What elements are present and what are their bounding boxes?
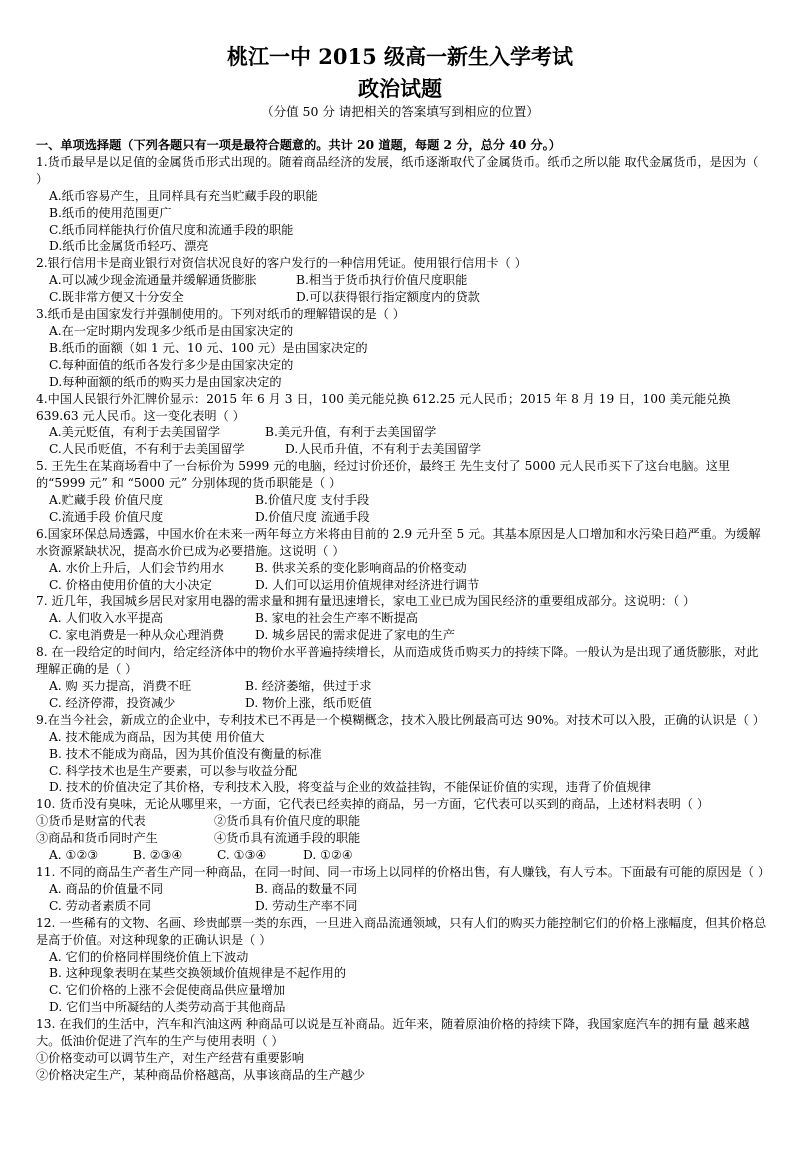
question-5-option-a: A.贮藏手段 价值尺度 <box>49 493 164 508</box>
question-11-option-a: A. 商品的价值量不同 <box>49 881 164 896</box>
question-12-stem: 12. 一些稀有的文物、名画、珍贵邮票一类的东西，一旦进入商品流通领域，只有人们的购买力能控制它们的价格上涨幅度，但其价格总是高于价值。对这种现象的正确认识是（ ） <box>36 915 767 947</box>
question-6-options-row-2 <box>36 577 768 594</box>
question-8-stem: 8. 在一段给定的时间内，给定经济体中的物价水平普遍持续增长，从而造成货币购买力的持续下降。一般认为是出现了通货膨胀，对此理解正确的是（ ） <box>36 645 759 677</box>
question-3-option-b: B.纸币的面额（如 1 元、10 元、100 元）是由国家决定的 <box>49 340 368 355</box>
question-2-option-d: D.可以获得银行指定额度内的贷款 <box>296 290 480 305</box>
question-6-option-a: A. 水价上升后，人们会节约用水 <box>49 560 224 575</box>
question-7-options-row-2 <box>36 627 768 644</box>
question-10-option-d: D. ①②④ <box>303 848 353 863</box>
question-7-stem: 7. 近几年，我国城乡居民对家用电器的需求量和拥有量迅速增长，家电工业已成为国民经济的重要组成部分。这说明：（ ） <box>36 594 696 609</box>
question-3-stem: 3.纸币是由国家发行并强制使用的。下列对纸币的理解错误的是（ ） <box>36 307 405 322</box>
question-4-option-b: B.美元升值，有利于去美国留学 <box>265 425 437 440</box>
question-10-items-row-1 <box>36 813 768 830</box>
question-4-options-row-1 <box>36 424 768 441</box>
question-12-option-c: C. 它们价格的上涨不会促使商品供应量增加 <box>49 983 286 998</box>
question-9-option-a: A. 技术能成为商品，因为其使 用价值大 <box>49 729 265 744</box>
question-4-option-d: D.人民币升值，不有利于去美国留学 <box>285 442 482 457</box>
question-11-option-c: C. 劳动者素质不同 <box>49 898 151 913</box>
question-2-option-c: C.既非常方便又十分安全 <box>49 290 184 305</box>
question-8-option-d: D. 物价上涨，纸币贬值 <box>245 695 372 710</box>
question-10-option-b: B. ②③④ <box>133 848 183 863</box>
question-7-options-row-1 <box>36 610 768 627</box>
question-3-option-c: C.每种面值的纸币各发行多少是由国家决定的 <box>49 357 294 372</box>
question-8-options-row-2 <box>36 695 768 712</box>
question-10-items-row-2 <box>36 830 768 847</box>
question-2-options-row-1 <box>36 272 768 289</box>
question-5-option-b: B.价值尺度 支付手段 <box>255 493 370 508</box>
question-12-option-a: A. 它们的价格同样围绕价值上下波动 <box>49 949 249 964</box>
question-7-option-a: A. 人们收入水平提高 <box>49 611 164 626</box>
question-10-option-c: C. ①③④ <box>217 848 267 863</box>
question-8-option-b: B. 经济萎缩，供过于求 <box>245 679 372 693</box>
question-11-option-d: D. 劳动生产率不同 <box>255 898 358 913</box>
question-9-option-d: D. 技术的价值决定了其价格，专利技术入股，将变益与企业的效益挂钩，不能保证价值的实现，违背了价值规律 <box>49 780 652 795</box>
section-heading: 一、单项选择题（下列各题只有一项是最符合题意的。共计 20 道题，每题 2 分，总分 40 分。） <box>36 138 561 152</box>
question-1-option-a: A.纸币容易产生，且同样具有充当贮藏手段的职能 <box>49 188 318 203</box>
question-1-option-d: D.纸币比金属货币轻巧、漂亮 <box>49 239 209 254</box>
question-list <box>36 137 771 1084</box>
question-6-options-row-1 <box>36 560 768 577</box>
question-9-option-c: C. 科学技术也是生产要素，可以参与收益分配 <box>49 763 298 778</box>
question-2-option-b: B.相当于货币执行价值尺度职能 <box>296 273 468 288</box>
question-5-option-d: D.价值尺度 流通手段 <box>255 509 370 524</box>
question-13-item-1: ①价格变动可以调节生产，对生产经营有重要影响 <box>36 1050 305 1065</box>
question-10-item-3: ③商品和货币同时产生 <box>36 831 158 846</box>
question-13-item-2: ②价格决定生产，某种商品价格越高，从事该商品的生产越少 <box>36 1067 366 1082</box>
question-4-option-a: A.美元贬值，有利于去美国留学 <box>49 425 221 440</box>
question-10-item-4: ④货币具有流通手段的职能 <box>214 831 361 846</box>
question-10-options-row <box>36 847 768 864</box>
question-10-item-2: ②货币具有价值尺度的职能 <box>214 814 361 829</box>
question-5-options-row-1 <box>36 492 768 509</box>
question-3-option-d: D.每种面额的纸币的购买力是由国家决定的 <box>49 374 282 389</box>
question-4-option-c: C.人民币贬值，不有利于去美国留学 <box>49 442 245 457</box>
question-3-option-a: A.在一定时期内发现多少纸币是由国家决定的 <box>49 323 294 338</box>
question-8-option-c: C. 经济停滞，投资减少 <box>49 695 176 710</box>
question-6-stem: 6.国家环保总局透露，中国水价在未来一两年每立方米将由目前的 2.9 元升至 5 元。其基本原因是人口增加和水污染日趋严重。为缓解水资源紧缺状况，提高水价已成为必要措施。这说明（ ） <box>36 526 761 558</box>
question-1-option-b: B.纸币的使用范围更广 <box>49 205 172 220</box>
question-11-options-row-2 <box>36 898 768 915</box>
question-9-stem: 9.在当今社会，新成立的企业中，专利技术已不再是一个模糊概念，技术入股比例最高可达 90%。对技术可以入股，正确的认识是（ ） <box>36 712 765 727</box>
question-2-options-row-2 <box>36 289 768 306</box>
question-4-options-row-2 <box>36 441 768 458</box>
question-8-option-a: A. 购 买力提高，消费不旺 <box>49 679 192 693</box>
question-6-option-d: D. 人们可以运用价值规律对经济进行调节 <box>255 577 480 592</box>
question-5-options-row-2 <box>36 509 768 526</box>
question-13-stem: 13. 在我们的生活中，汽车和汽油这两 种商品可以说是互补商品。近年来，随着原油价格的持续下降，我国家庭汽车的拥有量 越来越大。低油价促进了汽车的生产与使用表明（ ） <box>36 1017 750 1049</box>
question-11-option-b: B. 商品的数量不同 <box>255 881 358 896</box>
question-11-stem: 11. 不同的商品生产者生产同一种商品，在同一时间、同一市场上以同样的价格出售，有人赚钱，有人亏本。下面最有可能的原因是（ ） <box>36 864 771 879</box>
question-8-options-row-1 <box>36 678 768 695</box>
question-7-option-b: B. 家电的社会生产率不断提高 <box>255 611 418 626</box>
question-5-stem: 5. 王先生在某商场看中了一台标价为 5999 元的电脑，经过讨价还价，最终王 先生支付了 5000 元人民币买下了这台电脑。这里的“5999 元” 和 “5000 元” 分别体现的货币职能是（ ） <box>36 459 731 491</box>
question-10-item-1: ①货币是财富的代表 <box>36 814 146 829</box>
question-12-option-b: B. 这种现象表明在某些交换领域价值规律是不起作用的 <box>49 966 347 981</box>
question-5-option-c: C.流通手段 价值尺度 <box>49 509 164 524</box>
question-7-option-c: C. 家电消费是一种从众心理消费 <box>49 628 225 643</box>
exam-title: 桃江一中 2015 级高一新生入学考试 <box>226 44 574 69</box>
question-2-stem: 2.银行信用卡是商业银行对资信状况良好的客户发行的一种信用凭证。使用银行信用卡（ ） <box>36 256 527 271</box>
question-10-option-a: A. ①②③ <box>49 848 99 863</box>
question-9-option-b: B. 技术不能成为商品，因为其价值没有衡量的标准 <box>49 746 322 761</box>
question-11-options-row-1 <box>36 881 768 898</box>
question-10-stem: 10. 货币没有臭味，无论从哪里来，一方面，它代表已经卖掉的商品，另一方面，它代表可以买到的商品，上述材料表明（ ） <box>36 797 710 812</box>
question-12-option-d: D. 它们当中所凝结的人类劳动高于其他商品 <box>49 1000 286 1015</box>
question-2-option-a: A.可以减少现金流通量并缓解通货膨胀 <box>49 273 257 288</box>
question-1-option-c: C.纸币同样能执行价值尺度和流通手段的职能 <box>49 222 294 237</box>
question-6-option-b: B. 供求关系的变化影响商品的价格变动 <box>255 560 467 575</box>
question-7-option-d: D. 城乡居民的需求促进了家电的生产 <box>255 628 455 643</box>
score-note: （分值 50 分 请把相关的答案填写到相应的位置） <box>261 104 539 119</box>
exam-subtitle: 政治试题 <box>358 76 442 101</box>
question-6-option-c: C. 价格由使用价值的大小决定 <box>49 577 212 592</box>
question-1-stem: 1.货币最早是以足值的金属货币形式出现的。随着商品经济的发展，纸币逐渐取代了金属货币。纸币之所以能 取代金属货币，是因为（ ） <box>36 154 759 186</box>
question-4-stem: 4.中国人民银行外汇牌价显示：2015 年 6 月 3 日，100 美元能兑换 612.25 元人民币；2015 年 8 月 19 日，100 美元能兑换 639.63 元人民币。这一变化表明（ ） <box>36 391 731 423</box>
